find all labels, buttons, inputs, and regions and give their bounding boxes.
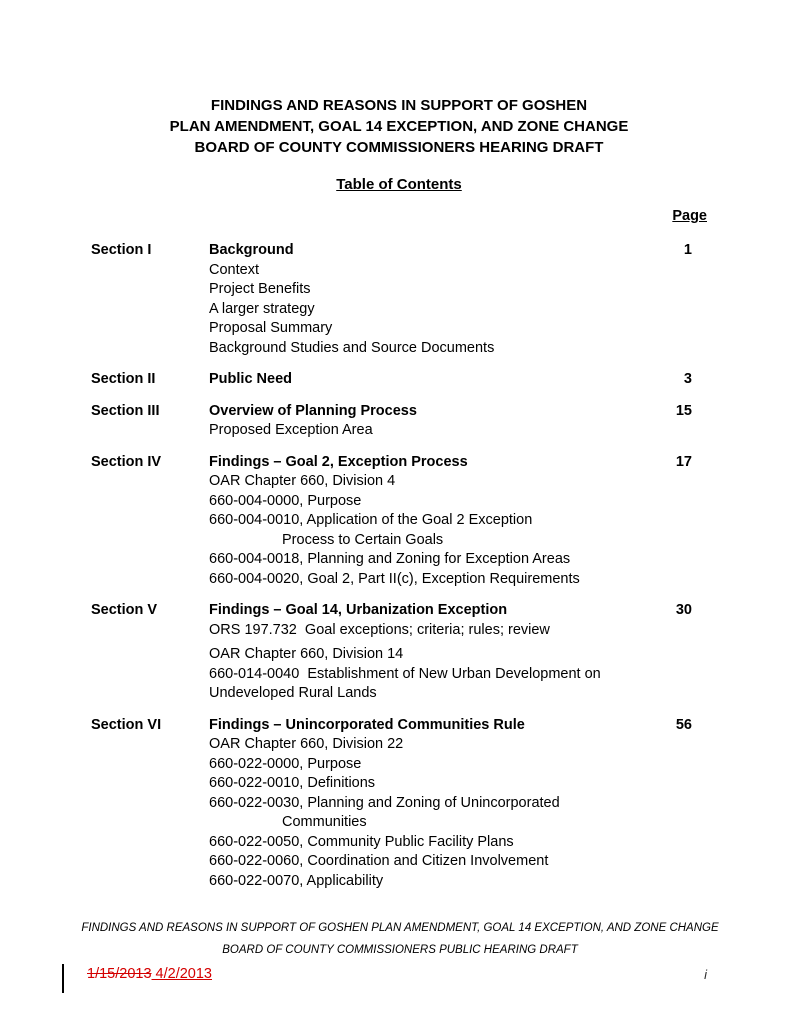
section-title: Background (209, 242, 294, 258)
toc-entry-line: ORS 197.732 Goal exceptions; criteria; rules; review (209, 621, 550, 638)
toc-entry-line: 660-022-0050, Community Public Facility Plans (209, 833, 514, 850)
section-page-number: 15 (675, 402, 692, 419)
toc-entry-line: Process to Certain Goals (282, 531, 444, 548)
toc-entry-line: 660-004-0018, Planning and Zoning for Exception Areas (209, 551, 571, 567)
toc-entry-line: 660-022-0060, Coordination and Citizen Involvement (209, 853, 549, 869)
inserted-date: 4/2/2013 (151, 966, 212, 982)
toc-section-row (91, 370, 707, 390)
section-label: Section VI (91, 716, 162, 733)
section-page-number: 1 (683, 242, 692, 258)
toc-section-row (91, 716, 707, 892)
toc-sections (91, 241, 707, 891)
section-page-number: 3 (683, 371, 692, 387)
toc-entry-line: 660-014-0040 Establishment of New Urban Development on (209, 665, 601, 682)
page-column-heading: Page (672, 208, 707, 224)
section-content (209, 370, 652, 390)
section-label: Section III (91, 402, 160, 419)
toc-entry-line: OAR Chapter 660, Division 14 (209, 646, 404, 662)
section-content (209, 241, 652, 358)
section-title: Findings – Goal 14, Urbanization Exception (209, 602, 508, 618)
footer-note-line-2: BOARD OF COUNTY COMMISSIONERS PUBLIC HEARING DRAFT (222, 944, 578, 956)
section-title: Findings – Goal 2, Exception Process (209, 453, 468, 470)
section-label: Section V (91, 602, 158, 618)
toc-entry-line: Undeveloped Rural Lands (209, 685, 377, 701)
toc-entry-line: 660-004-0000, Purpose (209, 492, 362, 509)
section-title: Public Need (209, 371, 292, 387)
toc-entry-line: OAR Chapter 660, Division 22 (209, 736, 404, 752)
toc-section-row (91, 241, 707, 358)
toc-entry-line: OAR Chapter 660, Division 4 (209, 473, 396, 489)
toc-entry-line: 660-022-0000, Purpose (209, 755, 362, 772)
toc-section-row (91, 601, 707, 704)
toc-entry-line: Communities (282, 814, 367, 830)
toc-entry-line: Proposal Summary (209, 320, 333, 336)
document-title-line-1: FINDINGS AND REASONS IN SUPPORT OF GOSHEN (210, 97, 588, 114)
section-title: Findings – Unincorporated Communities Rule (209, 716, 525, 733)
section-page-number: 17 (675, 453, 692, 470)
toc-entry-line: 660-004-0020, Goal 2, Part II(c), Exception Requirements (209, 570, 580, 587)
toc-heading: Table of Contents (336, 176, 462, 193)
section-label: Section II (91, 371, 156, 387)
toc-entry-line: 660-022-0010, Definitions (209, 775, 376, 791)
toc-entry-line: Background Studies and Source Documents (209, 339, 495, 356)
toc-entry-line: 660-022-0030, Planning and Zoning of Unincorporated (209, 794, 560, 811)
section-content (209, 601, 652, 704)
toc-entry-line: Context (209, 261, 259, 278)
document-title-line-3: BOARD OF COUNTY COMMISSIONERS HEARING DRAFT (194, 139, 604, 156)
section-content (209, 716, 652, 892)
footer-note (0, 917, 800, 961)
toc-entry-line: Proposed Exception Area (209, 422, 373, 438)
tracked-change-bar (62, 964, 64, 993)
toc-entry-line: 660-022-0070, Applicability (209, 872, 384, 889)
section-label: Section IV (91, 453, 162, 470)
section-content (209, 402, 652, 441)
section-page-number: 56 (675, 716, 692, 733)
document-title-line-2: PLAN AMENDMENT, GOAL 14 EXCEPTION, AND ZONE CHANGE (169, 118, 629, 135)
toc-entry-line: A larger strategy (209, 300, 315, 317)
footer-note-line-1: FINDINGS AND REASONS IN SUPPORT OF GOSHEN PLAN AMENDMENT, GOAL 14 EXCEPTION, AND ZONE CHANGE (81, 922, 719, 934)
document-title (91, 95, 707, 158)
section-label: Section I (91, 242, 152, 258)
toc-section-row (91, 402, 707, 441)
toc-entry-line: 660-004-0010, Application of the Goal 2 Exception (209, 512, 533, 528)
revision-date-line (87, 966, 212, 982)
section-page-number: 30 (675, 602, 692, 618)
toc-section-row (91, 453, 707, 590)
page-number-folio: i (704, 967, 707, 982)
section-content (209, 453, 652, 590)
page-body (91, 95, 707, 891)
deleted-date: 1/15/2013 (87, 966, 152, 982)
toc-entry-line: Project Benefits (209, 281, 311, 297)
section-title: Overview of Planning Process (209, 402, 417, 419)
